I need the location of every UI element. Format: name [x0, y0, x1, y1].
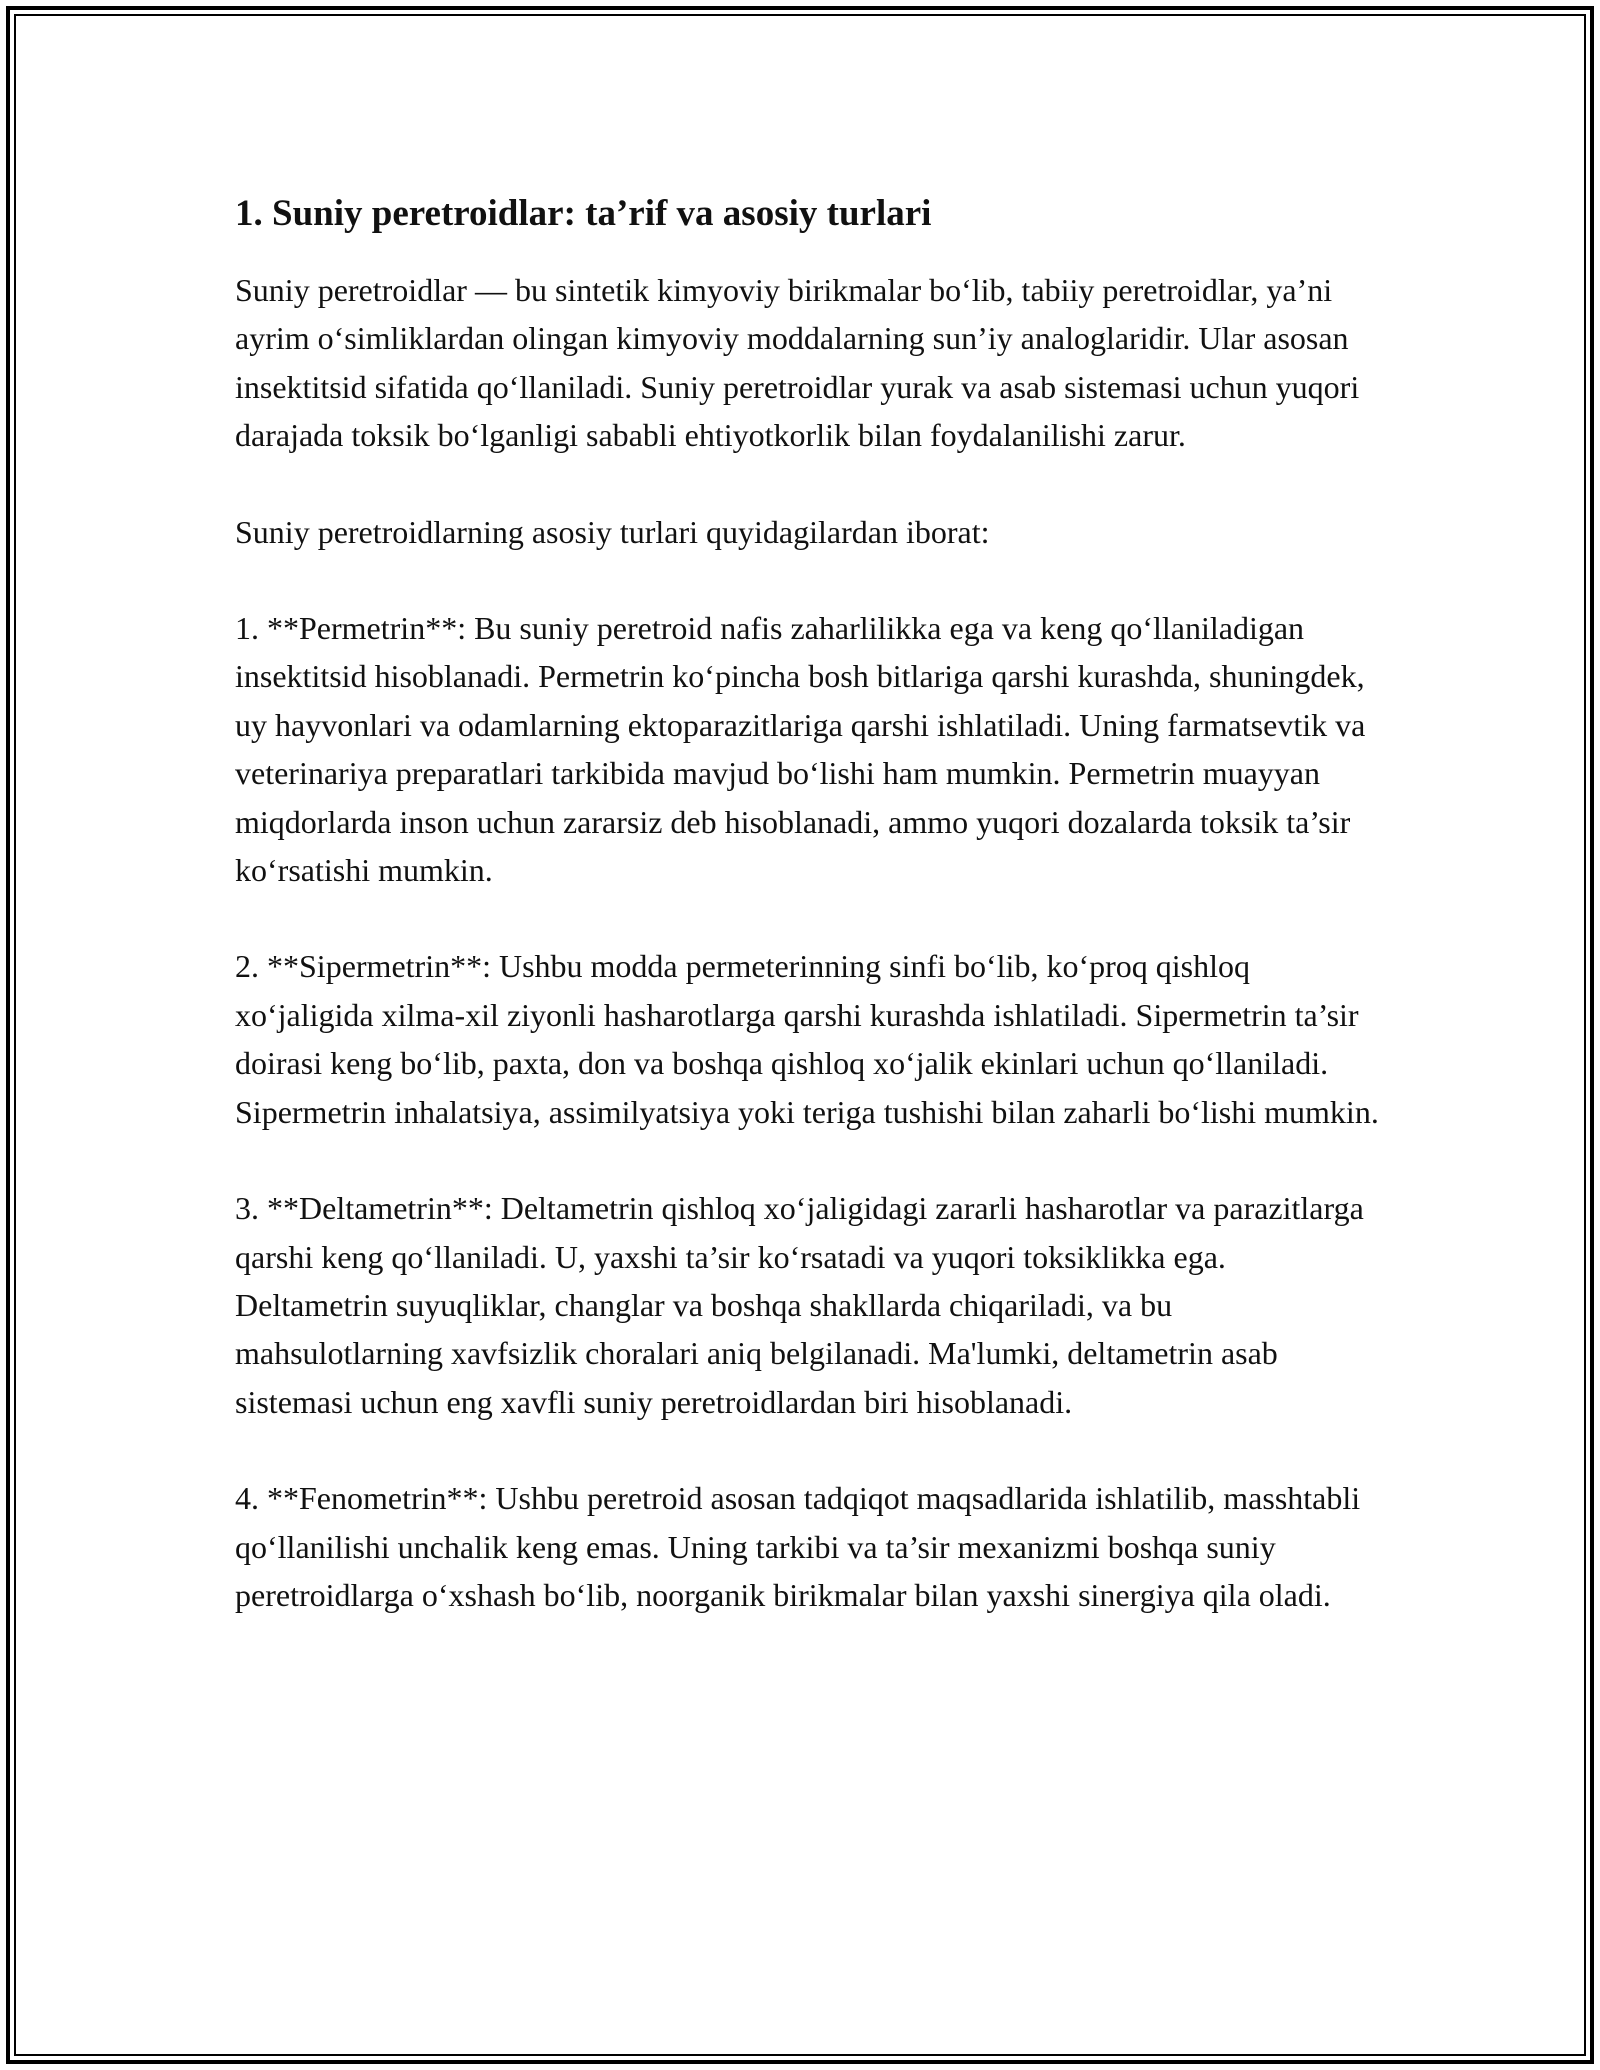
deltametrin-paragraph: 3. **Deltametrin**: Deltametrin qishloq xo‘jaligidagi zararli hasharotlar va parazitlarga qarshi keng qo‘llaniladi. U, yaxshi ta’sir ko‘rsatadi va yuqori toksiklikka ega. Deltametrin suyuqliklar, changlar va boshqa shakllarda chiqariladi, va bu mahsulotlarning xavfsizlik choralari aniq belgilanadi. Ma'lumki, deltametrin asab sistemasi uchun eng xavfli suniy peretroidlardan biri hisoblanadi.	[235, 1190, 1364, 1420]
permetrin-paragraph: 1. **Permetrin**: Bu suniy peretroid nafis zaharlilikka ega va keng qo‘llaniladigan insektitsid hisoblanadi. Permetrin ko‘pincha bosh bitlariga qarshi kurashda, shuningdek, uy hayvonlari va odamlarning ektoparazitlariga qarshi ishlatiladi. Uning farmatsevtik va veterinariya preparatlari tarkibida mavjud bo‘lishi ham mumkin. Permetrin muayyan miqdorlarda inson uchun zararsiz deb hisoblanadi, ammo yuqori dozalarda toksik ta’sir ko‘rsatishi mumkin.	[235, 610, 1366, 889]
types-intro-paragraph: Suniy peretroidlarning asosiy turlari quyidagilardan iborat:	[235, 513, 990, 550]
intro-paragraph: Suniy peretroidlar — bu sintetik kimyoviy birikmalar bo‘lib, tabiiy peretroidlar, ya’ni ayrim o‘simliklardan olingan kimyoviy moddalarning sun’iy analoglaridir. Ular asosan insektitsid sifatida qo‘llaniladi. Suniy peretroidlar yurak va asab sistemasi uchun yuqori darajada toksik bo‘lganligi sababli ehtiyotkorlik bilan foydalanilishi zarur.	[235, 272, 1360, 454]
sipermetrin-paragraph: 2. **Sipermetrin**: Ushbu modda permeterinning sinfi bo‘lib, ko‘proq qishloq xo‘jaligida xilma-xil ziyonli hasharotlarga qarshi kurashda ishlatiladi. Sipermetrin ta’sir doirasi keng bo‘lib, paxta, don va boshqa qishloq xo‘jalik ekinlari uchun qo‘llaniladi. Sipermetrin inhalatsiya, assimilyatsiya yoki teriga tushishi bilan zaharli bo‘lishi mumkin.	[235, 948, 1379, 1130]
document-body	[235, 188, 1385, 1667]
fenometrin-paragraph: 4. **Fenometrin**: Ushbu peretroid asosan tadqiqot maqsadlarida ishlatilib, masshtabli qo‘llanilishi unchalik keng emas. Uning tarkibi va ta’sir mexanizmi boshqa suniy peretroidlarga o‘xshash bo‘lib, noorganik birikmalar bilan yaxshi sinergiya qila oladi.	[235, 1480, 1361, 1613]
section-heading: 1. Suniy peretroidlar: ta’rif va asosiy turlari	[235, 193, 932, 234]
